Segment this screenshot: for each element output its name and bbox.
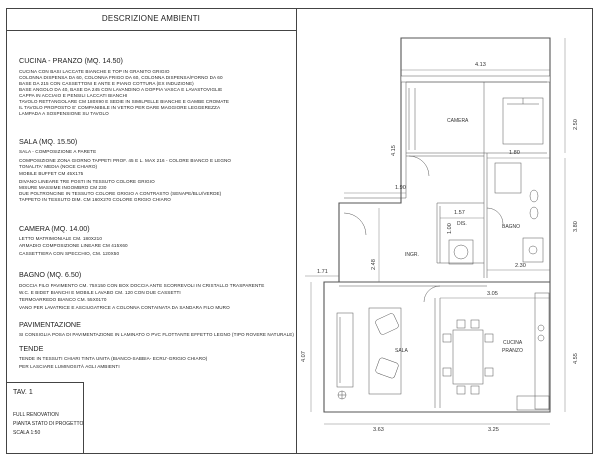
cucina-line: LAMPADA A SOSPENSIONE SU TAVOLO xyxy=(19,111,109,116)
sala-line: DUE POLTRONCINE IN TESSUTO COLORE GRIGIO A CONTRASTO (SENAPE/BLU/VERDE) xyxy=(19,191,222,196)
sala-line: TAPPETO IN TESSUTO DIM. CM 160X270 COLORE GRIGIO CHIARO xyxy=(19,197,171,202)
bagno-line: W.C. E BIDET BIANCHI E MOBILE LAVABO CM. 120 CON DUE CASSETTI xyxy=(19,290,181,295)
sala-line: MOBILE BUFFET CM 45X175 xyxy=(19,171,84,176)
cucina-line: BASE DA 215 CON CASSETTONI E ANTE E PIANO COTTURA (EX INDUZIONE) xyxy=(19,81,194,86)
dimension-label: 1.90 xyxy=(395,185,406,191)
section-title-tende: TENDE xyxy=(19,344,44,353)
room-label-camera: CAMERA xyxy=(447,118,469,124)
camera-line: CASSETTIERA CON SPECCHIO, CM. 120X50 xyxy=(19,251,120,256)
room-label-bagno: BAGNO xyxy=(502,224,521,230)
title-block-line: FULL RENOVATION xyxy=(13,412,59,418)
sala-line: SALA - COMPOSIZIONE A PARETE xyxy=(19,149,97,154)
tav-number: TAV. 1 xyxy=(13,389,33,396)
dimension-label: 4.07 xyxy=(301,351,307,362)
room-label-sala: SALA xyxy=(395,348,408,354)
section-title-cucina: CUCINA - PRANZO (MQ. 14.50) xyxy=(19,56,123,65)
description-header: DESCRIZIONE AMBIENTI xyxy=(6,8,296,31)
tende-line: PER LASCIARE LUMINOSITÀ AGLI AMBIENTI xyxy=(19,364,120,369)
cucina-line: COLONNA DISPENSA DA 60, COLONNA FRIGO DA 60, COLONNA DISPENSA/FORNO DA 60 xyxy=(19,75,223,80)
camera-line: ARMADIO COMPOSIZIONE LINEARE CM 415X60 xyxy=(19,243,128,248)
cucina-line: TAVOLO RETTANGOLARE CM 180X90 E SEDIE IN SIMILPELLE BIANCHE E GAMBE CROMATE xyxy=(19,99,230,104)
pavimentazione-line: SI CONSIGLIA POSA DI PAVIMENTAZIONE IN LAMINATO O PVC FLOTTANTE EFFETTO LEGNO (TIPO ROVERE NATURALE) xyxy=(19,332,295,337)
sala-line: MISURE MASSIME INGOMBRO CM 230 xyxy=(19,185,107,190)
dimension-label: 1.00 xyxy=(447,223,453,234)
room-label-ingr: INGR. xyxy=(405,252,419,258)
sala-line: DIVANO LINEARE TRE POSTI IN TESSUTO COLORE GRIGIO xyxy=(19,179,155,184)
title-block-line: PIANTA STATO DI PROGETTO xyxy=(13,421,84,427)
dimension-label: 2.30 xyxy=(515,263,526,269)
dimension-label: 1.80 xyxy=(509,150,520,156)
bagno-line: VANO PER LAVATRICE E ASCIUGATRICE A COLONNA CONTAINATA DA SANDARA FILO MURO xyxy=(19,305,230,310)
cucina-line: BASE ANGOLO DA 40, BASE DA 245 CON LAVANDINO A DOPPIA VASCA E LAVASTOVIGLIE xyxy=(19,87,223,92)
dimension-label: 2.50 xyxy=(573,119,579,130)
cucina-line: IL TAVOLO PROPOSTO E' COMPANIBILE IN VETRO PER DARE MAGGIORE LEGGEREZZA xyxy=(19,105,221,110)
room-label-pranzo: PRANZO xyxy=(502,348,523,354)
bagno-line: TERMOARREDO BIANCO CM. 55X0170 xyxy=(19,297,107,302)
dimension-label: 2.48 xyxy=(371,259,377,270)
dimension-label: 3.05 xyxy=(487,291,498,297)
section-title-pavimentazione: PAVIMENTAZIONE xyxy=(19,320,81,329)
dimension-label: 4.55 xyxy=(573,353,579,364)
camera-line: LETTO MATRIMONIALE CM. 180X210 xyxy=(19,236,102,241)
cucina-line: CUCINA CON BASI LACCATE BIANCHE E TOP IN GRANITO GRIGIO xyxy=(19,69,170,74)
title-block-line: SCALA 1:50 xyxy=(13,430,41,436)
floor-plan xyxy=(297,8,593,454)
dimension-label: 1.71 xyxy=(317,269,328,275)
section-title-sala: SALA (MQ. 15.50) xyxy=(19,137,78,146)
title-block xyxy=(6,382,84,454)
dimension-label: 3.25 xyxy=(488,427,499,433)
dimension-label: 4.13 xyxy=(475,62,486,68)
room-label-dis: DIS. xyxy=(457,221,467,227)
tende-line: TENDE IN TESSUTI CHIARI TINTA UNITA (BIANCO-SABBIA- ECRU'-GRIGIO CHIARO) xyxy=(19,356,208,361)
section-title-bagno: BAGNO (MQ. 6.50) xyxy=(19,270,82,279)
sala-line: COMPOSIZIONE ZONA GIORNO TAPPETI PROF. 45 E L. MAX 216 - COLORE BIANCO E LEGNO xyxy=(19,158,232,163)
bagno-line: DOCCIA FILO PAVIMENTO CM. 75X150 CON BOX DOCCIA ANTE SCORREVOLI IN CRISTALLO TRASPARENTE xyxy=(19,283,265,288)
dimension-label: 4.15 xyxy=(391,145,397,156)
dimension-label: 3.63 xyxy=(373,427,384,433)
cucina-line: CAPPA IN ACCIAIO E PENSILI LACCATI BIANCHI xyxy=(19,93,128,98)
section-title-camera: CAMERA (MQ. 14.00) xyxy=(19,224,90,233)
dimension-label: 3.80 xyxy=(573,221,579,232)
sala-line: TONALITA' MEDIA (NOCE CHIARO) xyxy=(19,164,98,169)
room-label-cucina: CUCINA xyxy=(503,340,523,346)
floor-plan-drawing xyxy=(297,8,593,454)
dimension-label: 1.57 xyxy=(454,210,465,216)
